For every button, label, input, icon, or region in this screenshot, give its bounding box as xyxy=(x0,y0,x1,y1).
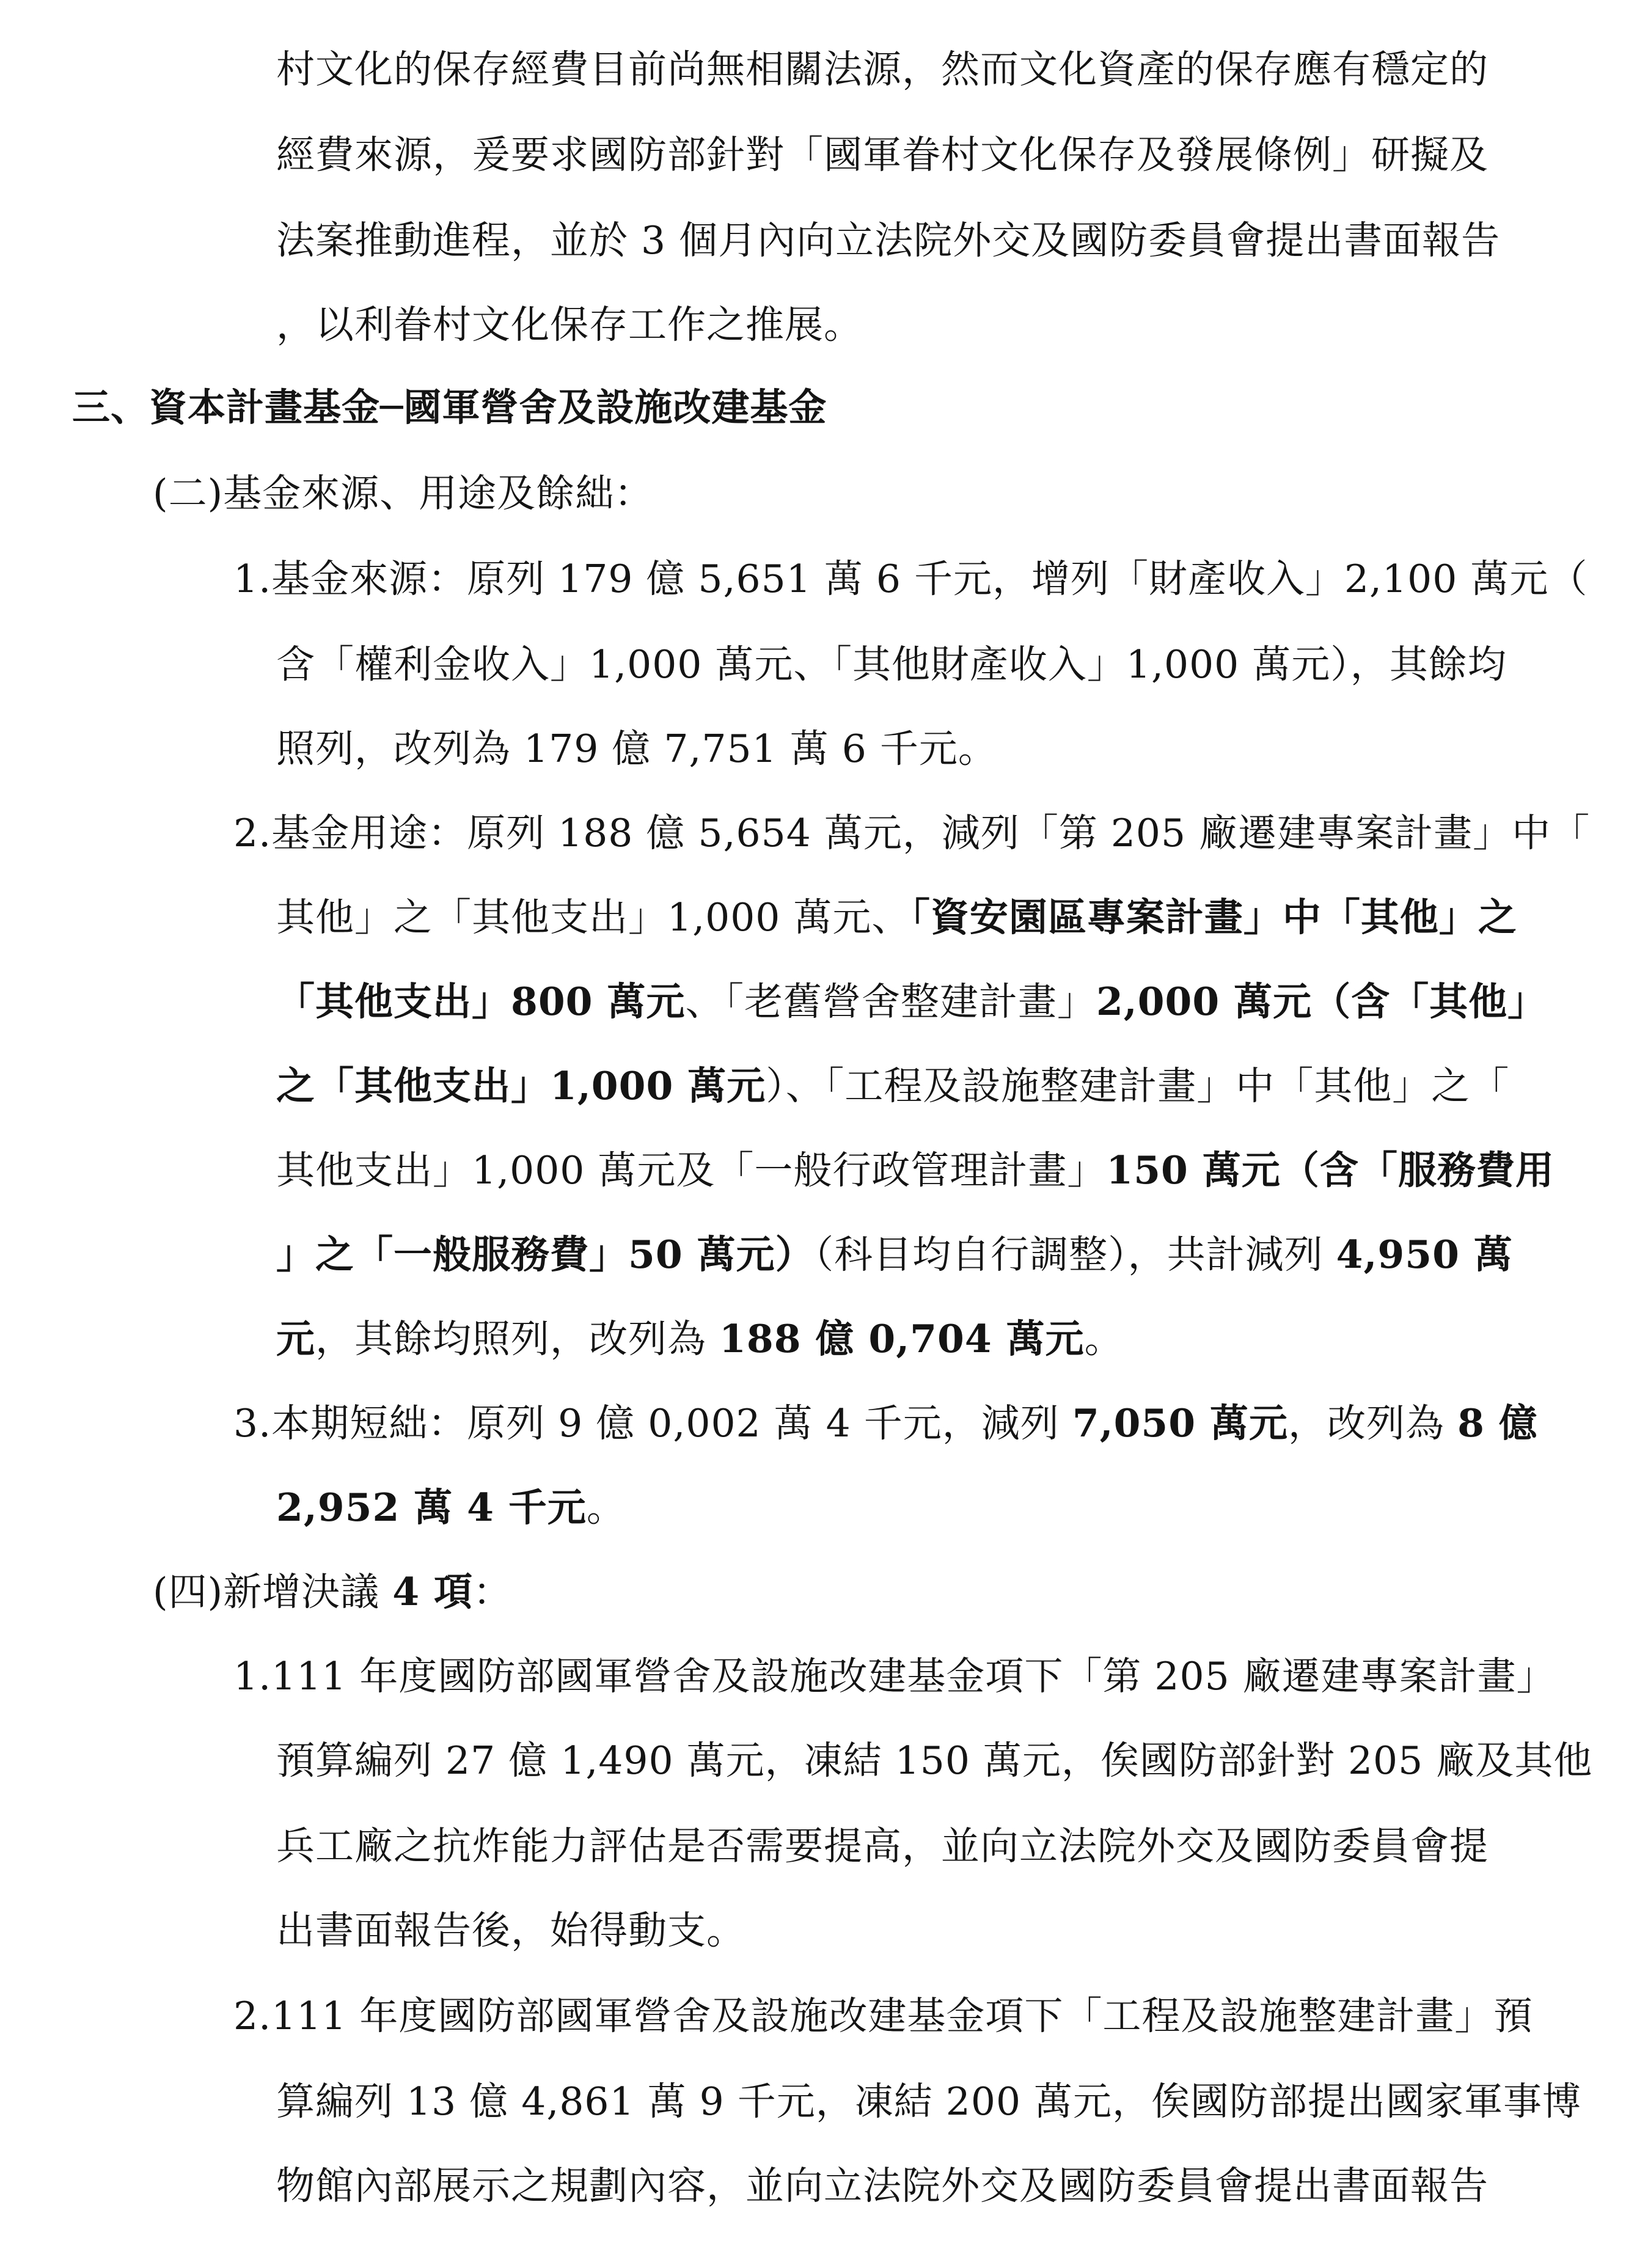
fund-source-line-1: 1.基金來源：原列 179 億 5,651 萬 6 千元，增列「財產收入」2,100 萬元（ xyxy=(233,557,1588,601)
fund-use-line-5b: 150 萬元（含「服務費用 xyxy=(1106,1147,1555,1193)
fund-use-line-7 xyxy=(276,1316,1124,1361)
fund-use-line-1: 2.基金用途：原列 188 億 5,654 萬元，減列「第 205 廠遷建專案計畫」中「 xyxy=(233,811,1591,855)
section-3-heading: 三、資本計畫基金─國軍營舍及設施改建基金 xyxy=(72,385,827,430)
deficit-line-2a: 2,952 萬 4 千元 xyxy=(276,1485,587,1530)
fund-use-line-2a: 其他」之「其他支出」1,000 萬元、 xyxy=(276,895,911,940)
fund-use-line-3a: 「其他支出」800 萬元 xyxy=(276,979,686,1024)
fund-use-line-5 xyxy=(276,1147,1555,1193)
fund-use-line-2b: 「資安園區專案計畫」中「其他」之 xyxy=(910,894,1517,940)
subsection-4-title xyxy=(153,1569,512,1614)
intro-line-1: 村文化的保存經費目前尚無相關法源，然而文化資產的保存應有穩定的 xyxy=(276,47,1489,92)
fund-use-line-7c: 188 億 0,704 萬元 xyxy=(719,1316,1085,1361)
fund-use-line-7b: ，其餘均照列，改列為 xyxy=(315,1317,720,1361)
fund-use-line-3b: 、「老舊營舍整建計畫」 xyxy=(685,979,1096,1024)
resolution-2-line-1: 2.111 年度國防部國軍營舍及設施改建基金項下「工程及設施整建計畫」預 xyxy=(233,1994,1533,2038)
fund-use-line-3c: 2,000 萬元（含「其他」 xyxy=(1096,979,1547,1024)
deficit-line-1c: ，改列為 xyxy=(1288,1401,1458,1446)
resolution-1-line-3: 兵工廠之抗炸能力評估是否需要提高，並向立法院外交及國防委員會提 xyxy=(276,1824,1489,1868)
fund-use-line-3 xyxy=(276,979,1547,1024)
intro-line-2: 經費來源，爰要求國防部針對「國軍眷村文化保存及發展條例」研擬及 xyxy=(276,133,1489,177)
fund-use-line-6 xyxy=(276,1232,1513,1277)
fund-use-line-6a: 」之「一般服務費」50 萬元） xyxy=(276,1232,815,1277)
resolution-1-line-4: 出書面報告後，始得動支。 xyxy=(276,1908,745,1953)
fund-use-line-5a: 其他支出」1,000 萬元及「一般行政管理計畫」 xyxy=(276,1148,1107,1193)
fund-use-line-4a: 之「其他支出」1,000 萬元 xyxy=(276,1063,766,1108)
deficit-line-1d: 8 億 xyxy=(1457,1400,1538,1446)
fund-source-line-2: 含「權利金收入」1,000 萬元、「其他財產收入」1,000 萬元），其餘均 xyxy=(276,642,1507,687)
intro-line-3: 法案推動進程，並於 3 個月內向立法院外交及國防委員會提出書面報告 xyxy=(276,218,1501,263)
fund-use-line-7a: 元 xyxy=(276,1316,315,1361)
fund-use-line-6c: 4,950 萬 xyxy=(1336,1232,1513,1277)
intro-line-4: ，以利眷村文化保存工作之推展。 xyxy=(276,302,863,347)
deficit-line-1a: 3.本期短絀：原列 9 億 0,002 萬 4 千元，減列 xyxy=(233,1401,1072,1446)
resolution-2-line-2: 算編列 13 億 4,861 萬 9 千元，凍結 200 萬元，俟國防部提出國家軍事博 xyxy=(276,2079,1582,2124)
subsection-4-title-b: 4 項 xyxy=(392,1569,473,1614)
resolution-2-line-3: 物館內部展示之規劃內容，並向立法院外交及國防委員會提出書面報告 xyxy=(276,2164,1489,2208)
deficit-line-2b: 。 xyxy=(586,1485,626,1530)
subsection-4-title-c: ： xyxy=(472,1570,512,1614)
fund-use-line-6b: （科目均自行調整），共計減列 xyxy=(814,1232,1336,1277)
fund-source-line-3: 照列，改列為 179 億 7,751 萬 6 千元。 xyxy=(276,726,997,771)
subsection-2-title: (二)基金來源、用途及餘絀： xyxy=(153,471,654,516)
deficit-line-2 xyxy=(276,1485,626,1530)
deficit-line-1b: 7,050 萬元 xyxy=(1072,1400,1289,1446)
fund-use-line-7d: 。 xyxy=(1084,1317,1124,1361)
resolution-1-line-1: 1.111 年度國防部國軍營舍及設施改建基金項下「第 205 廠遷建專案計畫」 xyxy=(233,1654,1556,1699)
subsection-4-title-a: (四)新增決議 xyxy=(153,1570,393,1614)
fund-use-line-2 xyxy=(276,894,1517,940)
deficit-line-1 xyxy=(233,1400,1538,1446)
fund-use-line-4b: ）、「工程及設施整建計畫」中「其他」之「 xyxy=(766,1064,1510,1108)
resolution-1-line-2: 預算編列 27 億 1,490 萬元，凍結 150 萬元，俟國防部針對 205 廠及其他 xyxy=(276,1738,1593,1783)
fund-use-line-4 xyxy=(276,1063,1510,1108)
